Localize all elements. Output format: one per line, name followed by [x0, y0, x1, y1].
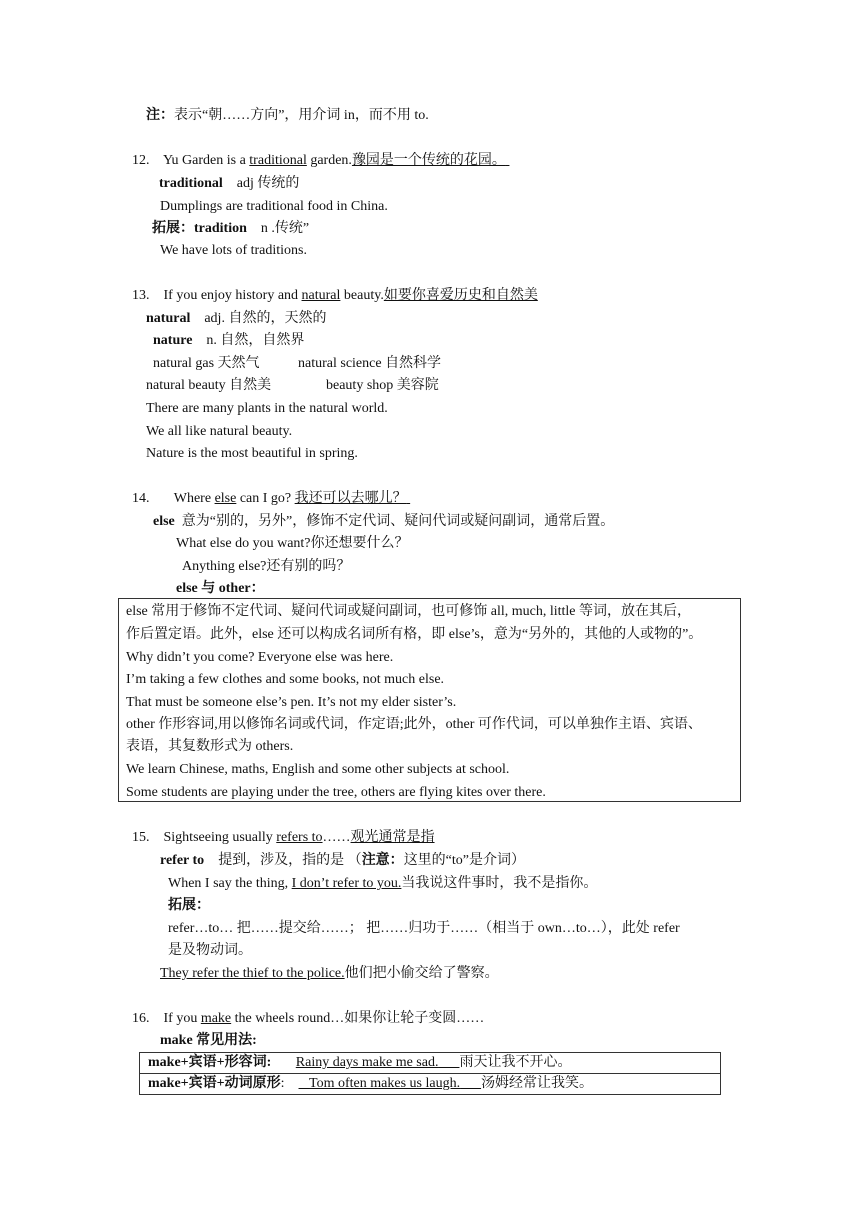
key-word: traditional: [249, 153, 307, 168]
example-underlined: I don’t refer to you.: [291, 876, 402, 891]
sentence-text: If you enjoy history and: [163, 288, 302, 303]
ext-label: 拓展：tradition: [152, 221, 247, 236]
usage-translation: 汤姆经常让我笑。: [481, 1076, 594, 1091]
definition-line: [153, 332, 304, 350]
phrase: natural science 自然科学: [298, 356, 442, 371]
translation: 我还可以去哪儿？: [294, 491, 407, 506]
key-word: make: [200, 1011, 232, 1026]
box-line: 表语，其复数形式为 others.: [126, 739, 294, 754]
item-number: 14.: [132, 491, 150, 506]
definition-line: [153, 513, 614, 531]
phrase: beauty shop 美容院: [326, 378, 439, 393]
def-text: 提到，涉及，指的是 （: [218, 853, 362, 868]
example-translation: 当我说这件事时，我不是指你。: [401, 876, 598, 891]
box-line: That must be someone else’s pen. It’s not my elder sister’s.: [126, 695, 457, 710]
table-cell: [140, 1053, 721, 1074]
ext-def: n .传统”: [260, 221, 310, 236]
ext-label: 拓展：: [168, 898, 210, 913]
sentence-text: If you: [163, 1011, 201, 1026]
item-number: 12.: [132, 153, 150, 168]
box-line: other 作形容词,用以修饰名词或代词，作定语;此外，other 可作代词，可以单独作主语、宾语、: [126, 717, 702, 732]
note-text: 表示“朝……方向”，用介词 in，而不用 to.: [174, 108, 429, 123]
box-line: Some students are playing under the tree, others are flying kites over there.: [126, 785, 546, 800]
key-word: natural: [301, 288, 341, 303]
usage-title: make 常见用法:: [160, 1033, 257, 1048]
sentence-text: can I go?: [236, 491, 295, 506]
def-text: n. 自然，自然界: [206, 333, 305, 348]
sentence-text: ……: [322, 830, 351, 845]
def-word: nature: [153, 333, 193, 348]
example-translation: 他们把小偷交给了警察。: [344, 966, 499, 981]
example-sentence: [160, 965, 499, 983]
translation: 观光通常是指: [350, 830, 435, 845]
example-sentence: Anything else?还有别的吗？: [182, 559, 351, 574]
item-number: 16.: [132, 1011, 150, 1026]
sentence-14: [132, 490, 410, 508]
def-word: refer to: [160, 853, 205, 868]
example-sentence: [168, 875, 597, 893]
note-text: 这里的“to”是介词）: [403, 853, 526, 868]
sentence-text: Sightseeing usually: [163, 830, 277, 845]
box-line: Why didn’t you come? Everyone else was here.: [126, 650, 394, 665]
def-text: adj 传统的: [236, 176, 300, 191]
note-label: 注：: [146, 108, 174, 123]
sentence-text: beauty.: [340, 288, 384, 303]
sentence-13: [132, 287, 538, 305]
key-word: refers to: [276, 830, 323, 845]
phrase: natural beauty 自然美: [146, 378, 272, 393]
example-sentence: We all like natural beauty.: [146, 424, 293, 439]
example-sentence: What else do you want?你还想要什么？: [176, 536, 409, 551]
box-line: 作后置定语。此外，else 还可以构成名词所有格，即 else’s，意为“另外的，其他的人或物的”。: [126, 627, 703, 642]
top-note: [146, 107, 429, 125]
example-underlined: They refer the thief to the police.: [160, 966, 345, 981]
item-number: 13.: [132, 288, 150, 303]
box-line: We learn Chinese, maths, English and some other subjects at school.: [126, 762, 510, 777]
example-text: When I say the thing,: [168, 876, 292, 891]
sentence-text: garden.: [306, 153, 352, 168]
make-usage-table: [139, 1052, 721, 1095]
box-line: else 常用于修饰不定代词、疑问代词或疑问副词，也可修饰 all, much, little 等词，放在其后，: [126, 604, 692, 619]
example-sentence: We have lots of traditions.: [160, 243, 308, 258]
example-sentence: Nature is the most beautiful in spring.: [146, 446, 358, 461]
usage-label: make+宾语+动词原形: [148, 1076, 281, 1091]
extension-line: [152, 220, 309, 238]
note-label: 注意：: [361, 853, 404, 868]
def-word: else: [153, 514, 175, 529]
key-word: else: [214, 491, 237, 506]
def-text: 意为“别的，另外”，修饰不定代词、疑问代词或疑问副词，通常后置。: [181, 514, 615, 529]
phrase: natural gas 天然气: [153, 356, 260, 371]
translation: 豫园是一个传统的花园。: [351, 153, 506, 168]
example-sentence: Dumplings are traditional food in China.: [160, 199, 388, 214]
box-line: I’m taking a few clothes and some books, not much else.: [126, 672, 445, 687]
table-row: [140, 1074, 721, 1095]
usage-label: make+宾语+形容词:: [148, 1055, 272, 1070]
def-word: traditional: [159, 176, 223, 191]
sentence-15: [132, 829, 435, 847]
definition-line: [160, 852, 525, 870]
usage-example: Tom often makes us laugh.: [309, 1076, 461, 1091]
table-cell: make+宾语+动词原形: Tom often makes us laugh. 汤姆经常让我笑。: [140, 1074, 721, 1095]
usage-translation: 雨天让我不开心。: [459, 1055, 572, 1070]
definition-line: [146, 310, 326, 328]
def-text: adj. 自然的，天然的: [204, 311, 327, 326]
ext-line: refer…to… 把……提交给……； 把……归功于……（相当于 own…to…），此处 refer: [168, 921, 680, 936]
sentence-16: [132, 1010, 484, 1028]
item-number: 15.: [132, 830, 150, 845]
def-word: natural: [146, 311, 191, 326]
translation: 如要你喜爱历史和自然美: [383, 288, 538, 303]
definition-line: [159, 175, 299, 193]
sentence-12: [132, 152, 509, 170]
ext-line: 是及物动词。: [168, 943, 252, 958]
table-row: [140, 1053, 721, 1074]
sentence-text: Where: [173, 491, 215, 506]
sentence-text: the wheels round…如果你让轮子变圆……: [231, 1011, 485, 1026]
sentence-text: Yu Garden is a: [162, 153, 250, 168]
example-sentence: There are many plants in the natural world.: [146, 401, 388, 416]
compare-title: else 与 other：: [176, 581, 265, 596]
usage-example: Rainy days make me sad.: [295, 1055, 439, 1070]
